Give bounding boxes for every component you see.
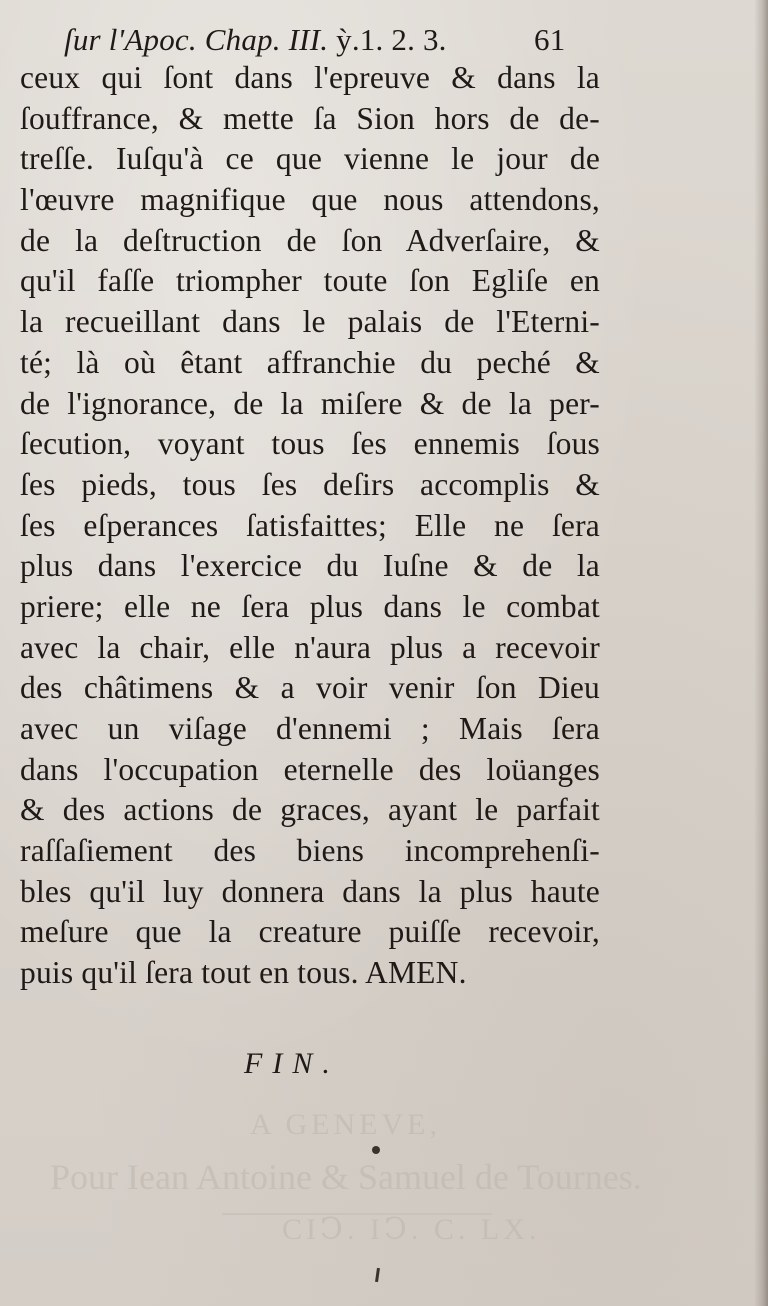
text-line: priere; elle ne ſera plus dans le combat [20, 588, 600, 624]
text-line: bles qu'il luy donnera dans la plus haute [20, 873, 600, 909]
text-line: treſſe. Iuſqu'à ce que vienne le jour de [20, 141, 600, 177]
running-head-title: ſur l'Apoc. Chap. III. [64, 22, 329, 57]
ornament-dot [372, 1146, 380, 1154]
text-line: de la deſtruction de ſon Adverſaire, & [20, 222, 600, 258]
show-through-imprint: A GENEVE, [250, 1108, 441, 1141]
text-line-last: puis qu'il ſera tout en tous. AMEN. [20, 955, 467, 991]
show-through-date: CIↃ. IↃ. C. LX. [282, 1213, 541, 1246]
text-line: qu'il faſſe triompher toute ſon Egliſe en [20, 263, 600, 299]
page-edge-shadow [754, 0, 768, 1306]
text-line: ſes eſperances ſatisfaittes; Elle ne ſera [20, 507, 600, 543]
text-line: plus dans l'exercice du Iuſne & de la [20, 548, 600, 584]
page-number: 61 [534, 22, 566, 57]
text-line: de l'ignorance, de la miſere & de la per- [20, 385, 600, 421]
text-line: la recueillant dans le palais de l'Eterni- [20, 304, 600, 340]
ink-mark [375, 1268, 380, 1282]
body-text [20, 58, 600, 994]
text-line: meſure que la creature puiſſe recevoir, [20, 914, 600, 950]
running-head [64, 18, 574, 62]
text-line: dans l'occupation eternelle des loüanges [20, 751, 600, 787]
text-line: des châtimens & a voir venir ſon Dieu [20, 670, 600, 706]
text-line: avec la chair, elle n'aura plus a recevoir [20, 629, 600, 665]
text-line: ceux qui ſont dans l'epreuve & dans la [20, 60, 600, 95]
running-head-verse: ỳ.1. 2. 3. [336, 22, 447, 57]
show-through-publisher: Pour Iean Antoine & Samuel de Tournes. [50, 1157, 642, 1197]
text-line: ſecution, voyant tous ſes ennemis ſous [20, 426, 600, 462]
text-line: ſouffrance, & mette ſa Sion hors de de- [20, 100, 600, 136]
text-line: ſes pieds, tous ſes deſirs accomplis & [20, 466, 600, 502]
text-line: & des actions de graces, ayant le parfait [20, 792, 600, 828]
text-line: raſſaſiement des biens incomprehenſi- [20, 833, 600, 869]
text-line: té; là où êtant affranchie du peché & [20, 344, 600, 380]
text-line: l'œuvre magnifique que nous attendons, [20, 182, 600, 218]
text-line: avec un viſage d'ennemi ; Mais ſera [20, 711, 600, 746]
fin-mark: FIN. [244, 1047, 340, 1080]
